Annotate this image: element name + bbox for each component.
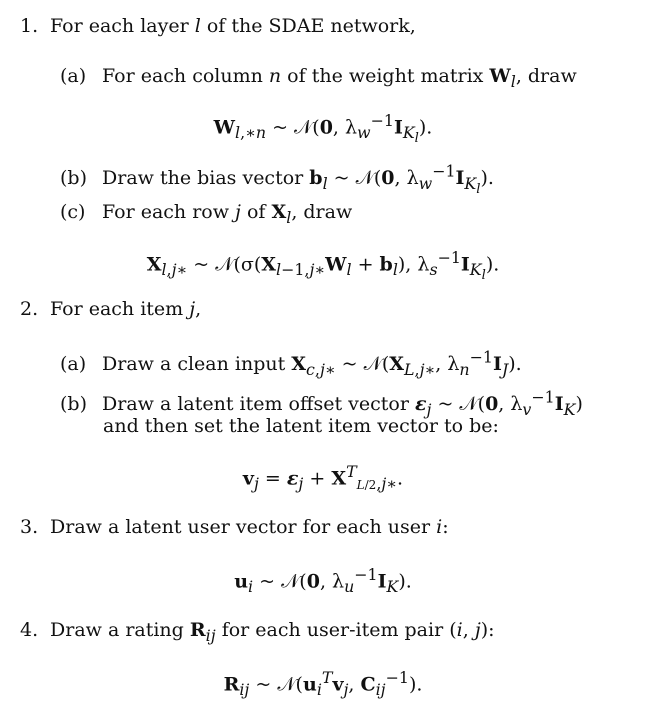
step-2b-continued: and then set the latent item vector to be: (103, 415, 499, 437)
equation-4: $R_{ij}$ ~ $𝒩(u_i^Tv_j$, $C_{ij}^{-1}$). (223, 668, 423, 700)
equation-1a: $W_{l,∗n}$ ~ 𝒩(0, $\lambda_w^{-1}I_{K_l}$). (213, 111, 433, 147)
step-1-text: For each layer l of the SDAE network, (50, 15, 416, 37)
step-2-text: For each item j, (50, 298, 202, 320)
substep-label: (a) (60, 353, 87, 376)
step-4 (20, 618, 495, 648)
step-2a (60, 346, 522, 382)
step-4-text: Draw a rating $R_{ij}$ for each user-item pair (i, j): (50, 619, 495, 645)
substep-label: (c) (60, 201, 86, 223)
step-number: 3. (20, 516, 39, 538)
step-2b-text: Draw a latent item offset vector $\varepsilon_j$ ~ 𝒩(0, $\lambda_v^{-1}I_K$) (102, 388, 583, 420)
step-1b (60, 160, 494, 202)
substep-label: (a) (60, 65, 87, 87)
step-number: 2. (20, 298, 39, 320)
step-3 (20, 515, 449, 539)
step-2a-text: Draw a clean input $X_{c,j∗}$ ~ $𝒩(X_{L,j∗}$, $\lambda_n^{-1}I_J$). (102, 348, 522, 380)
step-1a-text: For each column n of the weight matrix $W_l$, draw (102, 65, 577, 91)
equation-1c: $X_{l,j∗}$ ~ $𝒩(\sigma(X_{l-1,j∗}W_l + b_l)$, $\lambda_s^{-1}I_{K_l}$). (146, 248, 500, 284)
equation-2b: $v_j = \varepsilon_j + X^T_{L/2,j∗}$. (242, 462, 404, 494)
step-number: 4. (20, 619, 39, 641)
substep-label: (b) (60, 393, 87, 416)
step-1 (20, 14, 416, 38)
step-2 (20, 297, 201, 321)
step-1c-text: For each row j of $X_l$, draw (102, 201, 353, 227)
substep-label: (b) (60, 167, 87, 190)
step-3-text: Draw a latent user vector for each user i: (50, 516, 449, 538)
step-1a (60, 64, 577, 94)
step-number: 1. (20, 15, 39, 37)
equation-3: $u_i$ ~ 𝒩(0, $\lambda_u^{-1}I_K$). (234, 565, 412, 597)
step-1b-text: Draw the bias vector $b_l$ ~ 𝒩(0, $\lambda_w^{-1}I_{K_l}$). (102, 162, 494, 198)
step-1c (60, 200, 352, 230)
